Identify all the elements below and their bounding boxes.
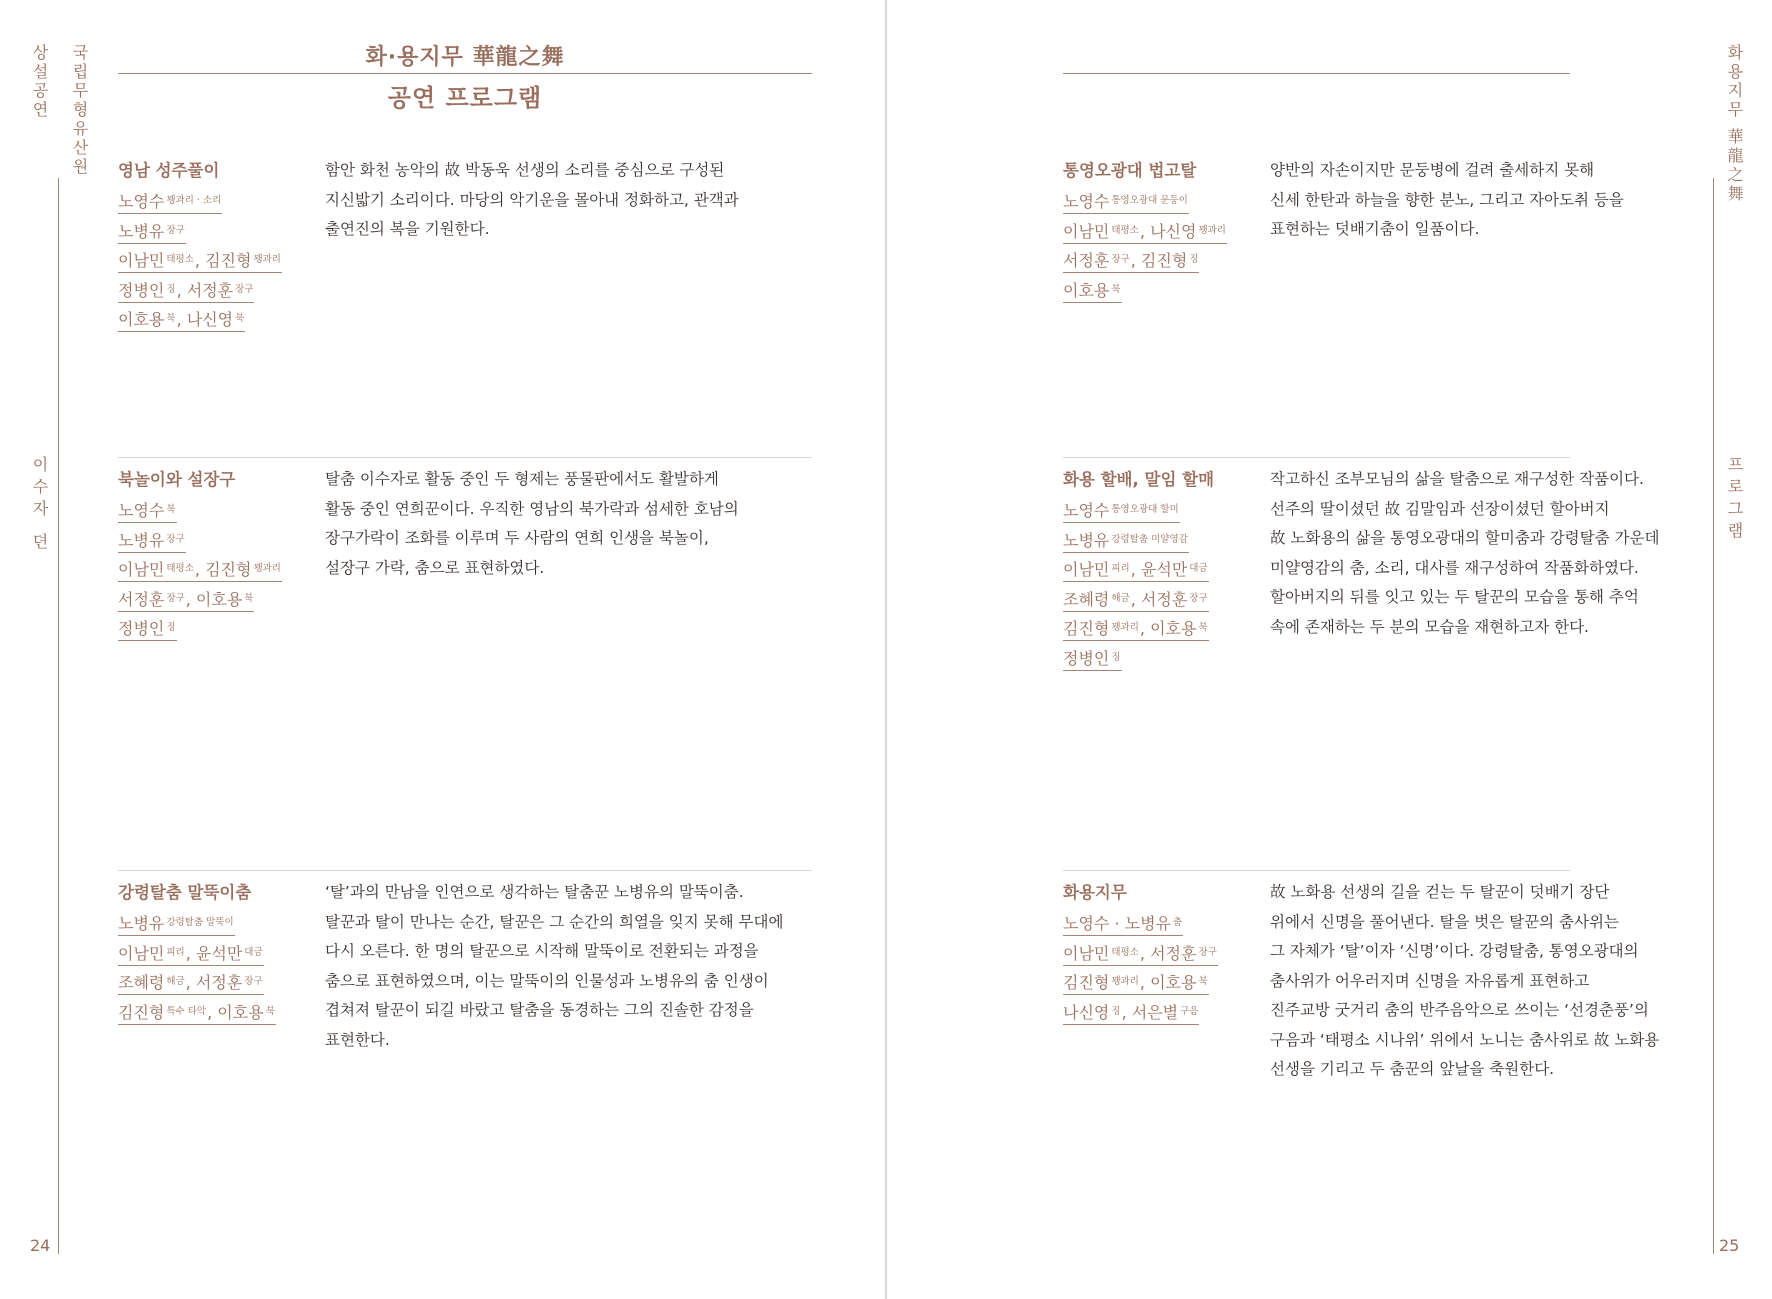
program-item-description: 양반의 자손이지만 문둥병에 걸려 출세하지 못해 신세 한탄과 하늘을 향한 분노, 그리고 자아도취 등을 표현하는 덧배기춤이 일품이다.	[1270, 161, 1624, 238]
cast-line: 서정훈 $^{장구}$, 이호용 $^북$	[118, 588, 282, 610]
cast-list	[118, 499, 282, 639]
left-vertical-rule	[58, 178, 59, 1254]
program-title: 화·용지무 華龍之舞	[365, 45, 565, 70]
program-item	[118, 469, 282, 647]
cast-line: 노영수 $^{통영오광대 문둥이}$	[1063, 190, 1227, 212]
cast-line: 노병유 $^{장구}$	[118, 529, 282, 551]
cast-line: 김진형 $^{꽹과리}$, 이호용 $^북$	[1063, 971, 1218, 993]
page-number-left: 24	[30, 1236, 51, 1255]
program-item	[118, 160, 282, 338]
cast-line: 노병유 $^{장구}$	[118, 220, 282, 242]
cast-line: 노영수 $^{꽹과리 \cdot 소리}$	[118, 190, 282, 212]
cast-line: 노병유 $^{강령탈춤 미얄영감}$	[1063, 529, 1214, 551]
right-page	[887, 0, 1772, 1299]
program-item-title: 북놀이와 설장구	[118, 470, 236, 489]
program-item	[1063, 160, 1227, 308]
cast-line: 이남민 $^{태평소}$, 서정훈 $^{장구}$	[1063, 942, 1218, 964]
header-rule-right	[1063, 73, 1570, 74]
cast-line: 나신영 $^징$, 서은별 $^{구음}$	[1063, 1001, 1218, 1023]
page-number-right: 25	[1719, 1236, 1740, 1255]
cast-line: 이남민 $^{태평소}$, 나신영 $^{꽹과리}$	[1063, 220, 1227, 242]
cast-line: 정병인 $^징$	[1063, 647, 1214, 669]
cast-line: 노영수 · 노병유 $^춤$	[1063, 912, 1218, 934]
cast-line: 이호용 $^북$, 나신영 $^북$	[118, 308, 282, 330]
cast-list	[118, 190, 282, 330]
cast-line: 이남민 $^{태평소}$, 김진형 $^{꽹과리}$	[118, 558, 282, 580]
section-divider	[118, 870, 812, 871]
side-label-performance: 상설공연	[30, 44, 49, 120]
program-item-description: 탈춤 이수자로 활동 중인 두 형제는 풍물판에서도 활발하게 활동 중인 연희꾼이다. 우직한 영남의 북가락과 섬세한 호남의 장구가락이 조화를 이루며 두 사람의 연희 인생을 북놀이, 설장구 가락, 춤으로 표현하였다.	[325, 470, 739, 577]
cast-list	[1063, 912, 1218, 1023]
section-divider	[1063, 870, 1570, 871]
cast-line: 조혜령 $^{해금}$, 서정훈 $^{장구}$	[1063, 588, 1214, 610]
cast-line: 정병인 $^징$	[118, 617, 282, 639]
cast-line: 서정훈 $^{장구}$, 김진형 $^징$	[1063, 249, 1227, 271]
cast-line: 이남민 $^{태평소}$, 김진형 $^{꽹과리}$	[118, 249, 282, 271]
cast-line: 이호용 $^북$	[1063, 279, 1227, 301]
program-subtitle: 공연 프로그램	[387, 84, 543, 112]
program-item-title: 화용지무	[1063, 883, 1127, 902]
program-item-description: 작고하신 조부모님의 삶을 탈춤으로 재구성한 작품이다. 선주의 딸이셨던 故 김말임과 선장이셨던 할아버지 故 노화용의 삶을 통영오광대의 할미춤과 강령탈춤 가운데 미얄영감의 춤, 소리, 대사를 재구성하여 작품화하였다. 할아버지의 뒤를 잇고 있는 두 탈꾼의 모습을 통해 추억 속에 존재하는 두 분의 모습을 재현하고자 한다.	[1270, 470, 1660, 636]
side-label-isuja: 이수자 뎐	[30, 456, 49, 556]
cast-line: 이남민 $^{피리}$, 윤석만 $^{대금}$	[1063, 558, 1214, 580]
program-item-title: 영남 성주풀이	[118, 161, 220, 180]
cast-list	[1063, 499, 1214, 669]
side-label-institution: 국립무형유산원	[70, 44, 89, 177]
cast-line: 조혜령 $^{해금}$, 서정훈 $^{장구}$	[118, 971, 276, 993]
cast-line: 정병인 $^징$, 서정훈 $^{장구}$	[118, 279, 282, 301]
program-item	[1063, 469, 1214, 676]
section-divider	[1063, 457, 1570, 458]
cast-line: 김진형 $^{꽹과리}$, 이호용 $^북$	[1063, 617, 1214, 639]
cast-list	[118, 912, 276, 1023]
left-page	[0, 0, 885, 1299]
program-item-description: ‘탈’과의 만남을 인연으로 생각하는 탈춤꾼 노병유의 말뚝이춤. 탈꾼과 탈이 만나는 순간, 탈꾼은 그 순간의 희열을 잊지 못해 무대에 다시 오른다. 한 명의 탈꾼으로 시작해 말뚝이로 전환되는 과정을 춤으로 표현하였으며, 이는 말뚝이의 인물성과 노병유의 춤 인생이 겹쳐져 탈꾼이 되길 바랐고 탈춤을 동경하는 그의 진솔한 감정을 표현한다.	[325, 883, 784, 1049]
program-item	[118, 882, 276, 1030]
program-item	[1063, 882, 1218, 1030]
program-item-title: 강령탈춤 말뚝이춤	[118, 883, 252, 902]
right-vertical-rule	[1713, 178, 1714, 1254]
cast-line: 노영수 $^{통영오광대 할미}$	[1063, 499, 1214, 521]
program-item-title: 통영오광대 법고탈	[1063, 161, 1197, 180]
cast-line: 노영수 $^북$	[118, 499, 282, 521]
cast-line: 김진형 $^{특수 타악}$, 이호용 $^북$	[118, 1001, 276, 1023]
cast-line: 이남민 $^{피리}$, 윤석만 $^{대금}$	[118, 942, 276, 964]
cast-line: 노병유 $^{강령탈춤 말뚝이}$	[118, 912, 276, 934]
program-item-title: 화용 할배, 말임 할매	[1063, 470, 1215, 489]
section-divider	[118, 457, 812, 458]
header-rule-left	[118, 73, 812, 74]
cast-list	[1063, 190, 1227, 301]
side-label-program: 프로그램	[1725, 456, 1744, 544]
program-item-description: 함안 화천 농악의 故 박동욱 선생의 소리를 중심으로 구성된 지신밟기 소리이다. 마당의 악기운을 몰아내 정화하고, 관객과 출연진의 복을 기원한다.	[325, 161, 739, 238]
program-item-description: 故 노화용 선생의 길을 걷는 두 탈꾼이 덧배기 장단 위에서 신명을 풀어낸다. 탈을 벗은 탈꾼의 춤사위는 그 자체가 ‘탈’이자 ‘신명’이다. 강령탈춤, 통영오광대의 춤사위가 어우러지며 신명을 자유롭게 표현하고 진주교방 굿거리 춤의 반주음악으로 쓰이는 ‘선경춘풍’의 구음과 ‘태평소 시나위’ 위에서 노니는 춤사위로 故 노화용 선생을 기리고 두 춤꾼의 앞날을 축원한다.	[1270, 883, 1660, 1078]
side-label-hwayongjimu: 화용지무 華龍之舞	[1725, 44, 1744, 205]
